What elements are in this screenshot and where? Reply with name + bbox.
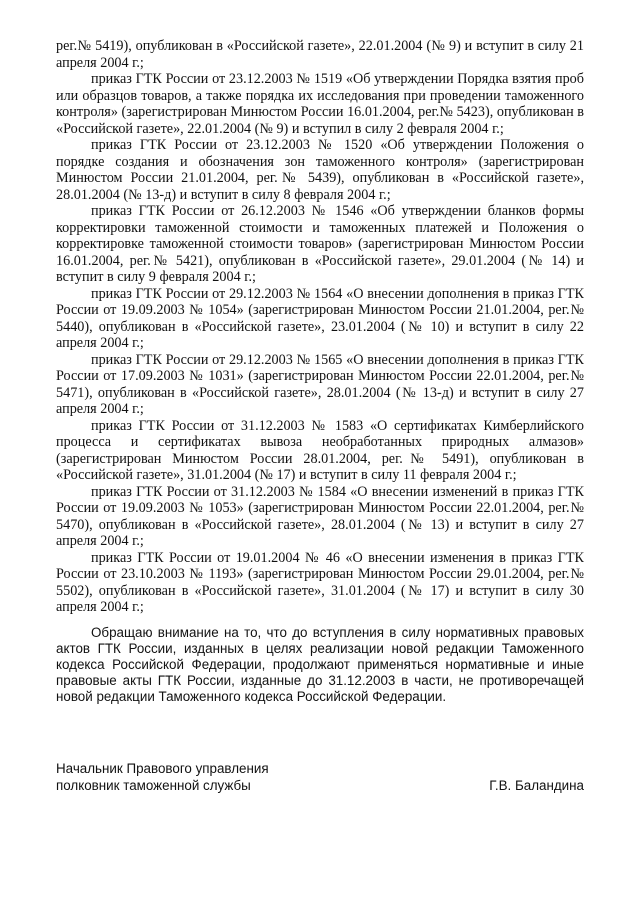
paragraph-order-1583: приказ ГТК России от 31.12.2003 № 1583 «О сертификатах Кимберлийского процесса и сертификатах вывоза необработанных природных алмазов» (зарегистрирован Минюстом России 28.01.2004, рег.№ 5491), опубликован в «Российской газете», 31.01.2004 (№ 17) и вступит в силу 11 февраля 2004 г.; xyxy=(56,417,584,483)
signature-position-line1: Начальник Правового управления xyxy=(56,761,269,776)
signature-row xyxy=(56,777,584,794)
paragraph-order-1546: приказ ГТК России от 26.12.2003 № 1546 «Об утверждении бланков формы корректировки таможенной стоимости и таможенных платежей и Положения о корректировке таможенной стоимости товаров» (зарегистрирован Минюстом России 16.01.2004, рег.№ 5421), опубликован в «Российской газете», 29.01.2004 (№ 14) и вступит в силу 9 февраля 2004 г.; xyxy=(56,203,584,285)
paragraph-order-1565: приказ ГТК России от 29.12.2003 № 1565 «О внесении дополнения в приказ ГТК России от 17.09.2003 № 1031» (зарегистрирован Минюстом России 22.01.2004, рег.№ 5471), опубликован в «Российской газете», 28.01.2004 (№ 13-д) и вступит в силу 27 апреля 2004 г.; xyxy=(56,351,584,417)
attention-note: Обращаю внимание на то, что до вступления в силу нормативных правовых актов ГТК России, изданных в целях реализации новой редакции Таможенного кодекса Российской Федерации, продолжают применяться нормативные и иные правовые акты ГТК России, изданные до 31.12.2003 в части, не противоречащей новой редакции Таможенного кодекса Российской Федерации. xyxy=(56,624,584,704)
document-body xyxy=(56,38,584,705)
paragraph-order-1520: приказ ГТК России от 23.12.2003 № 1520 «Об утверждении Положения о порядке создания и обозначения зон таможенного контроля» (зарегистрирован Минюстом России 21.01.2004, рег.№ 5439), опубликован в «Российской газете», 28.01.2004 (№ 13-д) и вступит в силу 8 февраля 2004 г.; xyxy=(56,137,584,203)
paragraph-order-1519: приказ ГТК России от 23.12.2003 № 1519 «Об утверждении Порядка взятия проб или образцов товаров, а также порядка их исследования при проведении таможенного контроля» (зарегистрирован Минюстом России 16.01.2004, рег.№ 5423), опубликован в «Российской газете», 22.01.2004 (№ 9) и вступил в силу 2 февраля 2004 г.; xyxy=(56,71,584,137)
paragraph-order-1564: приказ ГТК России от 29.12.2003 № 1564 «О внесении дополнения в приказ ГТК России от 19.09.2003 № 1054» (зарегистрирован Минюстом России 21.01.2004, рег.№ 5440), опубликован в «Российской газете», 23.01.2004 (№ 10) и вступит в силу 22 апреля 2004 г.; xyxy=(56,285,584,351)
paragraph-order-1584: приказ ГТК России от 31.12.2003 № 1584 «О внесении изменений в приказ ГТК России от 19.09.2003 № 1053» (зарегистрирован Минюстом России 22.01.2004, рег.№ 5470), опубликован в «Российской газете», 28.01.2004 (№ 13) и вступит в силу 27 апреля 2004 г.; xyxy=(56,483,584,549)
signature-position-line2: полковник таможенной службы xyxy=(56,778,251,793)
signatory-name: Г.В. Баландина xyxy=(489,778,584,793)
signature-block xyxy=(56,760,584,794)
paragraph-continuation: рег.№ 5419), опубликован в «Российской газете», 22.01.2004 (№ 9) и вступит в силу 21 апреля 2004 г.; xyxy=(56,38,584,71)
paragraph-order-46: приказ ГТК России от 19.01.2004 № 46 «О внесении изменения в приказ ГТК России от 23.10.2003 № 1193» (зарегистрирован Минюстом России 29.01.2004, рег.№ 5502), опубликован в «Российской газете», 31.01.2004 (№ 17) и вступит в силу 30 апреля 2004 г.; xyxy=(56,549,584,615)
